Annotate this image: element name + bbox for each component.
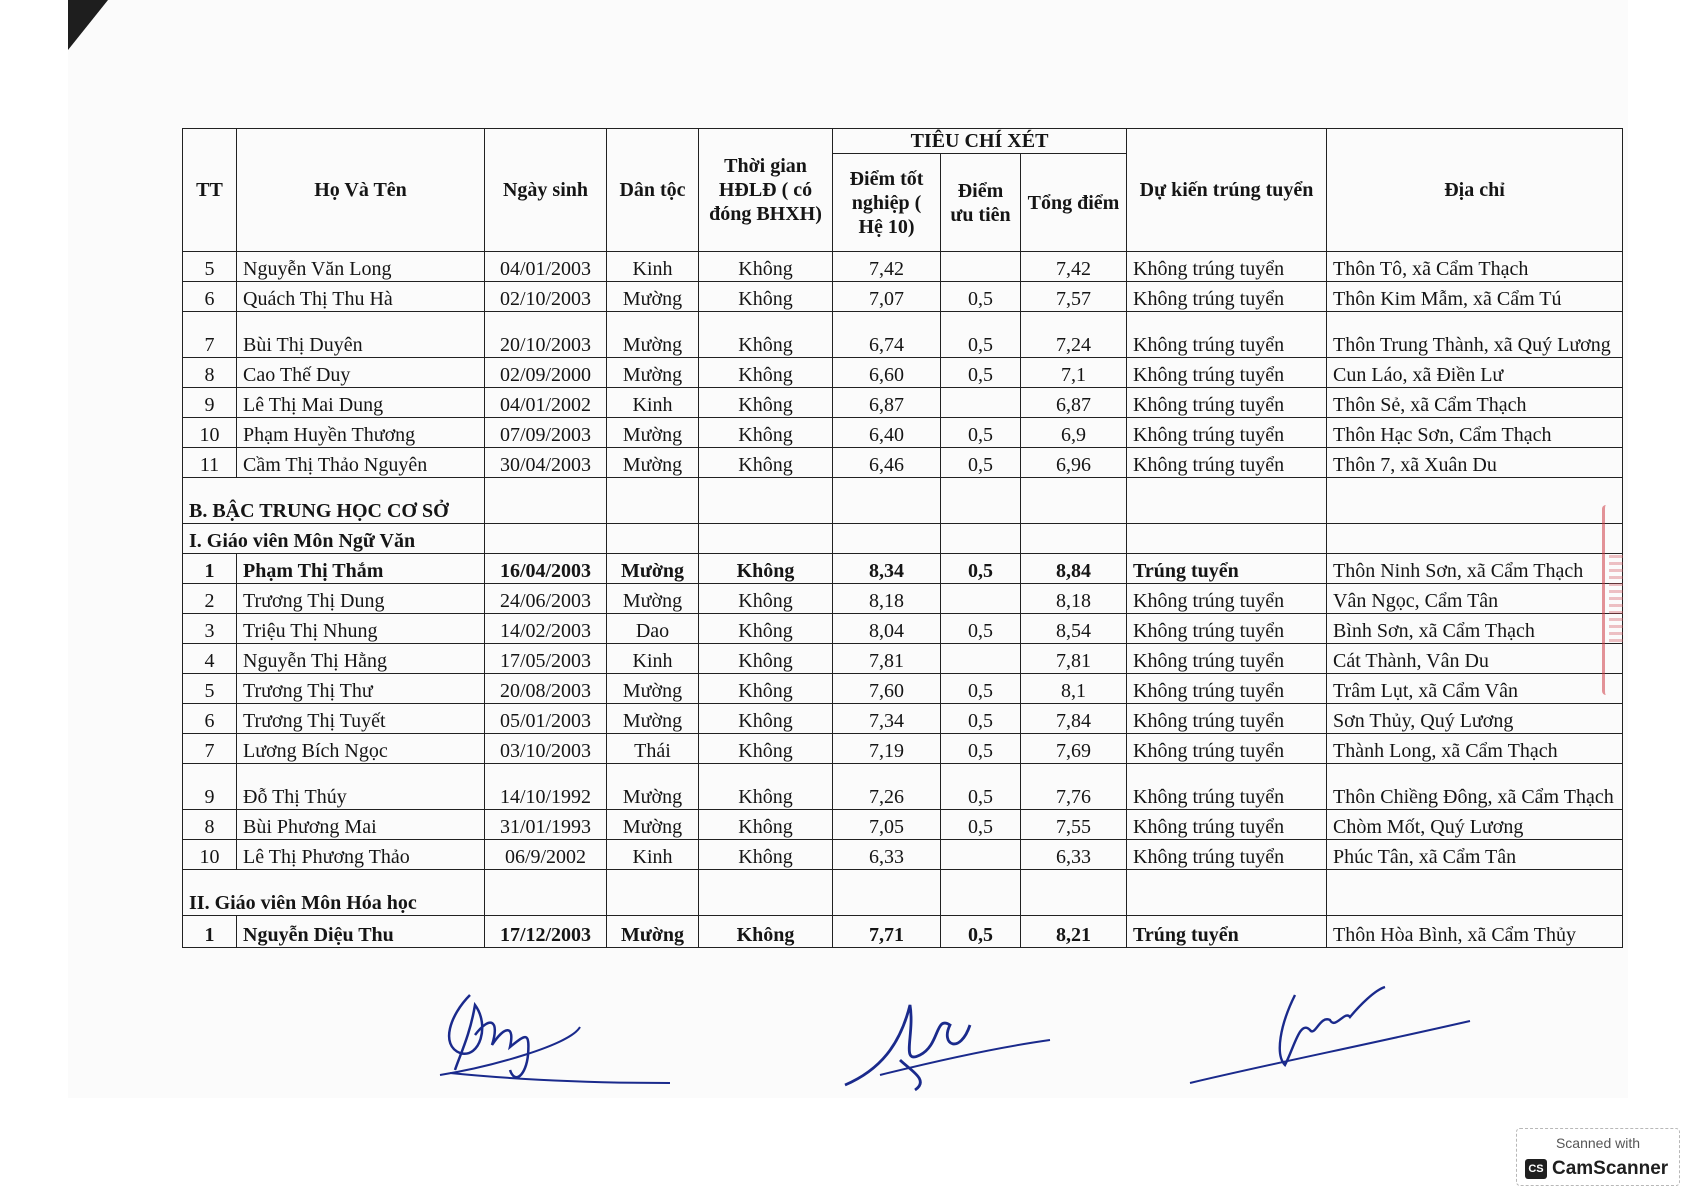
camscanner-watermark — [1516, 1128, 1680, 1186]
row-contract: Không — [699, 614, 833, 644]
row-contract: Không — [699, 252, 833, 282]
row-priority — [941, 388, 1021, 418]
table-row — [183, 614, 1623, 644]
row-tt: 1 — [183, 916, 237, 948]
row-dob: 04/01/2002 — [485, 388, 607, 418]
row-ethnicity: Mường — [607, 674, 699, 704]
candidate-results-table — [182, 128, 1623, 948]
watermark-brand: CamScanner — [1552, 1158, 1669, 1179]
row-dob: 14/02/2003 — [485, 614, 607, 644]
table-row — [183, 810, 1623, 840]
row-total: 7,57 — [1021, 282, 1127, 312]
header-contract: Thời gian HĐLĐ ( có đóng BHXH) — [699, 129, 833, 252]
row-tt: 1 — [183, 554, 237, 584]
row-result: Không trúng tuyển — [1127, 614, 1327, 644]
section-b — [183, 478, 1623, 554]
row-name: Lương Bích Ngọc — [237, 734, 485, 764]
watermark-caption: Scanned with — [1555, 1135, 1641, 1151]
row-grad-score: 7,07 — [833, 282, 941, 312]
header-name: Họ Và Tên — [237, 129, 485, 252]
row-address: Bình Sơn, xã Cẩm Thạch — [1327, 614, 1623, 644]
row-dob: 04/01/2003 — [485, 252, 607, 282]
row-grad-score: 6,60 — [833, 358, 941, 388]
row-contract: Không — [699, 674, 833, 704]
table-row — [183, 734, 1623, 764]
row-dob: 20/08/2003 — [485, 674, 607, 704]
row-total: 7,81 — [1021, 644, 1127, 674]
row-priority: 0,5 — [941, 418, 1021, 448]
row-address: Phúc Tân, xã Cẩm Tân — [1327, 840, 1623, 870]
row-total: 6,9 — [1021, 418, 1127, 448]
row-ethnicity: Mường — [607, 916, 699, 948]
row-name: Cao Thế Duy — [237, 358, 485, 388]
row-contract: Không — [699, 764, 833, 810]
row-tt: 4 — [183, 644, 237, 674]
subsection-chemistry: II. Giáo viên Môn Hóa học — [183, 870, 485, 916]
row-ethnicity: Mường — [607, 584, 699, 614]
row-address: Thôn 7, xã Xuân Du — [1327, 448, 1623, 478]
row-tt: 10 — [183, 840, 237, 870]
row-contract: Không — [699, 810, 833, 840]
subsection-row — [183, 524, 1623, 554]
row-name: Quách Thị Thu Hà — [237, 282, 485, 312]
row-dob: 31/01/1993 — [485, 810, 607, 840]
row-name: Trương Thị Tuyết — [237, 704, 485, 734]
row-contract: Không — [699, 448, 833, 478]
row-priority: 0,5 — [941, 448, 1021, 478]
row-contract: Không — [699, 644, 833, 674]
row-ethnicity: Kinh — [607, 252, 699, 282]
table-row — [183, 764, 1623, 810]
table-row — [183, 358, 1623, 388]
row-address: Thôn Chiềng Đông, xã Cẩm Thạch — [1327, 764, 1623, 810]
row-priority — [941, 644, 1021, 674]
row-result: Không trúng tuyển — [1127, 644, 1327, 674]
table-row — [183, 448, 1623, 478]
row-contract: Không — [699, 418, 833, 448]
subsection-literature: I. Giáo viên Môn Ngữ Văn — [183, 524, 485, 554]
row-address: Vân Ngọc, Cẩm Tân — [1327, 584, 1623, 614]
section-row — [183, 478, 1623, 524]
row-name: Trương Thị Thư — [237, 674, 485, 704]
table-row — [183, 554, 1623, 584]
row-contract: Không — [699, 916, 833, 948]
row-priority: 0,5 — [941, 358, 1021, 388]
row-name: Triệu Thị Nhung — [237, 614, 485, 644]
row-dob: 30/04/2003 — [485, 448, 607, 478]
header-ethnicity: Dân tộc — [607, 129, 699, 252]
row-contract: Không — [699, 312, 833, 358]
row-ethnicity: Kinh — [607, 388, 699, 418]
row-tt: 8 — [183, 810, 237, 840]
row-result: Trúng tuyển — [1127, 554, 1327, 584]
header-criteria: TIÊU CHÍ XÉT — [833, 129, 1127, 154]
row-grad-score: 7,34 — [833, 704, 941, 734]
row-tt: 9 — [183, 388, 237, 418]
row-name: Đỗ Thị Thúy — [237, 764, 485, 810]
row-total: 8,1 — [1021, 674, 1127, 704]
section-b-title: B. BẬC TRUNG HỌC CƠ SỞ — [183, 478, 485, 524]
row-tt: 6 — [183, 282, 237, 312]
row-total: 7,84 — [1021, 704, 1127, 734]
header-address: Địa chỉ — [1327, 129, 1623, 252]
table-row — [183, 252, 1623, 282]
row-address: Thôn Hạc Sơn, Cẩm Thạch — [1327, 418, 1623, 448]
row-priority — [941, 584, 1021, 614]
row-priority: 0,5 — [941, 614, 1021, 644]
row-dob: 16/04/2003 — [485, 554, 607, 584]
row-dob: 17/05/2003 — [485, 644, 607, 674]
header-priority: Điểm ưu tiên — [941, 154, 1021, 252]
row-grad-score: 8,18 — [833, 584, 941, 614]
row-result: Không trúng tuyển — [1127, 252, 1327, 282]
row-address: Trâm Lụt, xã Cẩm Vân — [1327, 674, 1623, 704]
row-address: Thôn Tô, xã Cẩm Thạch — [1327, 252, 1623, 282]
row-ethnicity: Mường — [607, 810, 699, 840]
row-total: 7,69 — [1021, 734, 1127, 764]
row-contract: Không — [699, 840, 833, 870]
section-chemistry — [183, 870, 1623, 916]
row-result: Trúng tuyển — [1127, 916, 1327, 948]
row-priority: 0,5 — [941, 282, 1021, 312]
row-name: Phạm Huyền Thương — [237, 418, 485, 448]
header-grad-score: Điểm tốt nghiệp ( Hệ 10) — [833, 154, 941, 252]
row-total: 7,55 — [1021, 810, 1127, 840]
row-grad-score: 7,60 — [833, 674, 941, 704]
table-body-literature — [183, 554, 1623, 870]
row-address: Thành Long, xã Cẩm Thạch — [1327, 734, 1623, 764]
row-address: Thôn Ninh Sơn, xã Cẩm Thạch — [1327, 554, 1623, 584]
row-result: Không trúng tuyển — [1127, 704, 1327, 734]
row-total: 6,87 — [1021, 388, 1127, 418]
row-tt: 10 — [183, 418, 237, 448]
row-contract: Không — [699, 358, 833, 388]
row-total: 6,33 — [1021, 840, 1127, 870]
row-address: Thôn Hòa Bình, xã Cẩm Thủy — [1327, 916, 1623, 948]
table-row — [183, 840, 1623, 870]
row-address: Chòm Mốt, Quý Lương — [1327, 810, 1623, 840]
row-name: Nguyễn Diệu Thu — [237, 916, 485, 948]
row-ethnicity: Mường — [607, 418, 699, 448]
row-result: Không trúng tuyển — [1127, 810, 1327, 840]
row-total: 7,42 — [1021, 252, 1127, 282]
row-total: 7,24 — [1021, 312, 1127, 358]
row-dob: 14/10/1992 — [485, 764, 607, 810]
header-total: Tổng điểm — [1021, 154, 1127, 252]
row-dob: 07/09/2003 — [485, 418, 607, 448]
row-grad-score: 6,46 — [833, 448, 941, 478]
row-result: Không trúng tuyển — [1127, 840, 1327, 870]
table-row — [183, 916, 1623, 948]
row-total: 8,84 — [1021, 554, 1127, 584]
row-priority: 0,5 — [941, 554, 1021, 584]
row-contract: Không — [699, 704, 833, 734]
row-name: Bùi Thị Duyên — [237, 312, 485, 358]
row-total: 8,54 — [1021, 614, 1127, 644]
row-ethnicity: Mường — [607, 358, 699, 388]
row-priority: 0,5 — [941, 312, 1021, 358]
row-tt: 2 — [183, 584, 237, 614]
row-tt: 7 — [183, 312, 237, 358]
row-contract: Không — [699, 734, 833, 764]
row-priority: 0,5 — [941, 704, 1021, 734]
row-contract: Không — [699, 388, 833, 418]
camscanner-logo-icon: CS — [1525, 1159, 1547, 1179]
row-total: 6,96 — [1021, 448, 1127, 478]
table-body-chemistry — [183, 916, 1623, 948]
signature-1 — [430, 975, 680, 1095]
row-ethnicity: Mường — [607, 764, 699, 810]
row-grad-score: 6,87 — [833, 388, 941, 418]
row-ethnicity: Mường — [607, 704, 699, 734]
row-grad-score: 8,34 — [833, 554, 941, 584]
row-result: Không trúng tuyển — [1127, 734, 1327, 764]
row-grad-score: 7,42 — [833, 252, 941, 282]
row-tt: 7 — [183, 734, 237, 764]
row-total: 7,76 — [1021, 764, 1127, 810]
row-name: Phạm Thị Thắm — [237, 554, 485, 584]
table-body-group-a — [183, 252, 1623, 478]
row-ethnicity: Thái — [607, 734, 699, 764]
header-dob: Ngày sinh — [485, 129, 607, 252]
row-total: 8,21 — [1021, 916, 1127, 948]
row-dob: 06/9/2002 — [485, 840, 607, 870]
row-tt: 6 — [183, 704, 237, 734]
row-address: Thôn Sẻ, xã Cẩm Thạch — [1327, 388, 1623, 418]
folded-corner — [68, 0, 108, 50]
row-dob: 20/10/2003 — [485, 312, 607, 358]
row-address: Thôn Trung Thành, xã Quý Lương — [1327, 312, 1623, 358]
row-grad-score: 6,33 — [833, 840, 941, 870]
row-grad-score: 7,26 — [833, 764, 941, 810]
table-row — [183, 388, 1623, 418]
row-grad-score: 7,19 — [833, 734, 941, 764]
row-result: Không trúng tuyển — [1127, 358, 1327, 388]
row-result: Không trúng tuyển — [1127, 584, 1327, 614]
row-contract: Không — [699, 584, 833, 614]
row-total: 8,18 — [1021, 584, 1127, 614]
row-priority — [941, 252, 1021, 282]
row-dob: 02/10/2003 — [485, 282, 607, 312]
row-dob: 17/12/2003 — [485, 916, 607, 948]
row-name: Cầm Thị Thảo Nguyên — [237, 448, 485, 478]
row-ethnicity: Mường — [607, 282, 699, 312]
row-name: Lê Thị Phương Thảo — [237, 840, 485, 870]
row-tt: 8 — [183, 358, 237, 388]
subsection-row — [183, 870, 1623, 916]
header-expected: Dự kiến trúng tuyển — [1127, 129, 1327, 252]
table-row — [183, 312, 1623, 358]
row-address: Cát Thành, Vân Du — [1327, 644, 1623, 674]
signature-3 — [1185, 975, 1475, 1085]
row-tt: 5 — [183, 252, 237, 282]
row-dob: 02/09/2000 — [485, 358, 607, 388]
row-grad-score: 7,81 — [833, 644, 941, 674]
row-ethnicity: Mường — [607, 448, 699, 478]
row-grad-score: 7,05 — [833, 810, 941, 840]
signature-2 — [840, 985, 1060, 1095]
row-total: 7,1 — [1021, 358, 1127, 388]
row-result: Không trúng tuyển — [1127, 388, 1327, 418]
row-tt: 11 — [183, 448, 237, 478]
row-name: Trương Thị Dung — [237, 584, 485, 614]
row-priority: 0,5 — [941, 916, 1021, 948]
row-priority: 0,5 — [941, 810, 1021, 840]
row-tt: 5 — [183, 674, 237, 704]
header-tt: TT — [183, 129, 237, 252]
table-row — [183, 418, 1623, 448]
row-priority: 0,5 — [941, 734, 1021, 764]
row-contract: Không — [699, 554, 833, 584]
table-row — [183, 584, 1623, 614]
row-name: Lê Thị Mai Dung — [237, 388, 485, 418]
row-ethnicity: Dao — [607, 614, 699, 644]
table-row — [183, 644, 1623, 674]
row-grad-score: 8,04 — [833, 614, 941, 644]
row-address: Thôn Kim Mẫm, xã Cẩm Tú — [1327, 282, 1623, 312]
row-result: Không trúng tuyển — [1127, 674, 1327, 704]
row-name: Bùi Phương Mai — [237, 810, 485, 840]
row-address: Sơn Thủy, Quý Lương — [1327, 704, 1623, 734]
row-grad-score: 7,71 — [833, 916, 941, 948]
row-ethnicity: Mường — [607, 312, 699, 358]
row-result: Không trúng tuyển — [1127, 448, 1327, 478]
table-row — [183, 282, 1623, 312]
row-grad-score: 6,74 — [833, 312, 941, 358]
row-dob: 05/01/2003 — [485, 704, 607, 734]
row-priority — [941, 840, 1021, 870]
row-result: Không trúng tuyển — [1127, 312, 1327, 358]
row-name: Nguyễn Văn Long — [237, 252, 485, 282]
row-dob: 03/10/2003 — [485, 734, 607, 764]
row-tt: 3 — [183, 614, 237, 644]
row-name: Nguyễn Thị Hằng — [237, 644, 485, 674]
row-priority: 0,5 — [941, 764, 1021, 810]
red-seal-stamp — [1602, 505, 1629, 695]
row-ethnicity: Kinh — [607, 840, 699, 870]
table-row — [183, 704, 1623, 734]
row-priority: 0,5 — [941, 674, 1021, 704]
row-address: Cun Láo, xã Điền Lư — [1327, 358, 1623, 388]
row-result: Không trúng tuyển — [1127, 282, 1327, 312]
table-row — [183, 674, 1623, 704]
row-contract: Không — [699, 282, 833, 312]
row-grad-score: 6,40 — [833, 418, 941, 448]
row-ethnicity: Mường — [607, 554, 699, 584]
row-tt: 9 — [183, 764, 237, 810]
row-ethnicity: Kinh — [607, 644, 699, 674]
row-dob: 24/06/2003 — [485, 584, 607, 614]
row-result: Không trúng tuyển — [1127, 418, 1327, 448]
row-result: Không trúng tuyển — [1127, 764, 1327, 810]
